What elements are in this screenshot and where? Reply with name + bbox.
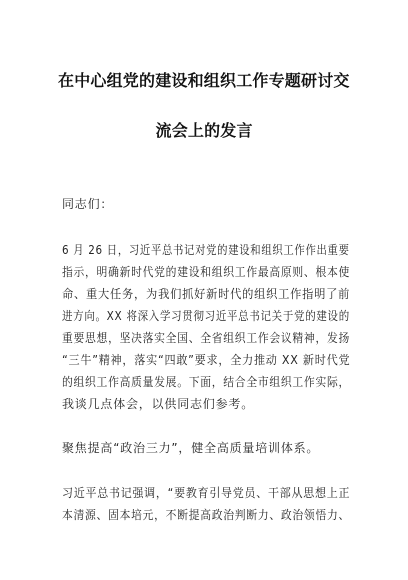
section-heading: 聚焦提高“政治三力”，健全高质量培训体系。: [62, 441, 320, 455]
paragraph-1-line-8: 我谈几点体会，以供同志们参考。: [62, 397, 255, 411]
paragraph-1-line-4: 进方向。XX 将深入学习贯彻习近平总书记关于党的建设的: [62, 309, 350, 323]
document-title-line-2: 流会上的发言: [155, 121, 253, 140]
paragraph-1-line-1: 6 月 26 日，习近平总书记对党的建设和组织工作作出重要: [62, 243, 350, 257]
paragraph-1-line-7: 的组织工作高质量发展。下面，结合全市组织工作实际，: [62, 375, 351, 389]
paragraph-1-line-2: 指示，明确新时代党的建设和组织工作最高原则、根本使: [62, 265, 351, 279]
paragraph-1-line-3: 命、重大任务，为我们抓好新时代的组织工作指明了前: [62, 287, 351, 301]
paragraph-2-line-1: 习近平总书记强调，“要教育引导党员、干部从思想上正: [62, 486, 351, 500]
document-title-line-1: 在中心组党的建设和组织工作专题研讨交: [58, 71, 350, 90]
paragraph-2-line-2: 本清源、固本培元，不断提高政治判断力、政治领悟力、: [62, 508, 351, 522]
paragraph-1-line-6: “三牛”精神，落实“四敢”要求，全力推动 XX 新时代党: [62, 353, 351, 367]
paragraph-1-line-5: 重要思想，坚决落实全国、全省组织工作会议精神，发扬: [62, 331, 351, 345]
salutation: 同志们：: [62, 197, 114, 211]
